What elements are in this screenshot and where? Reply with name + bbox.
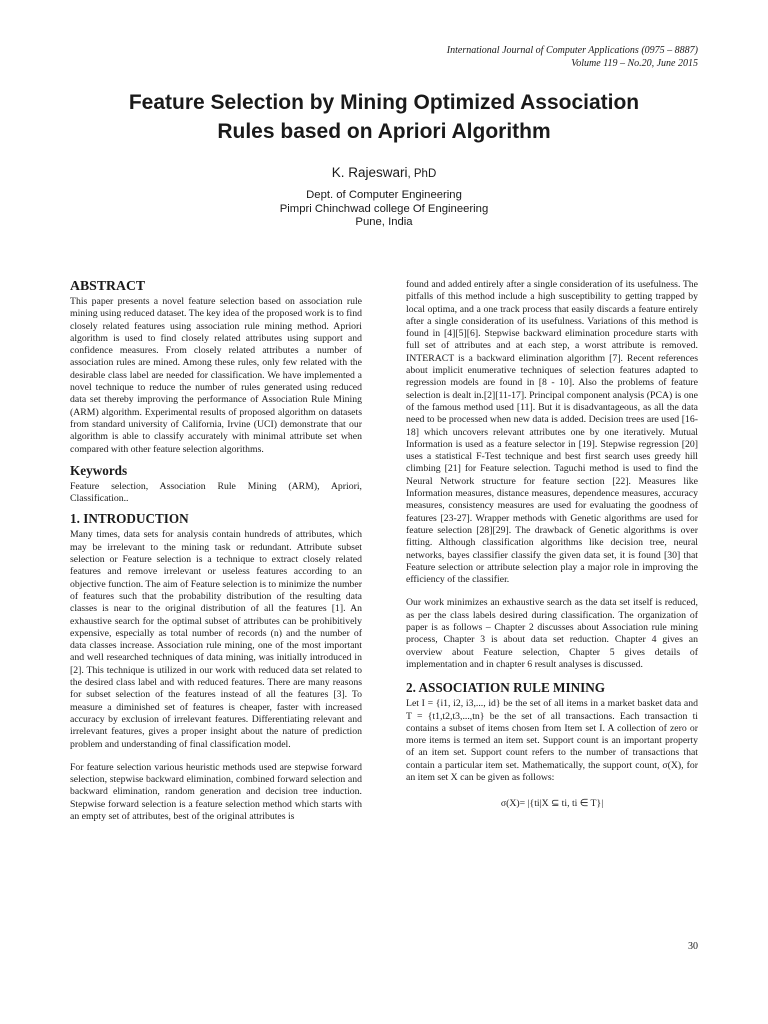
affiliation-location: Pune, India [355,216,413,228]
keywords-text: Feature selection, Association Rule Mining (ARM), Apriori, Classification.. [70,480,362,505]
author-name: K. Rajeswari [331,165,408,180]
keywords-heading: Keywords [70,462,128,478]
affiliation [0,189,768,230]
arm-heading: 2. ASSOCIATION RULE MINING [406,680,606,696]
support-count-formula: σ(X)= |{ti|X ⊆ ti, ti ∈ T}| [500,798,604,810]
introduction-paragraph-1: Many times, data sets for analysis contain hundreds of attributes, which may be irrelevant to the mining task or redundant. Attribute subset selection or Feature selection is a technique to extract closely related features and remove irrelevant or useless features according to an objective function. The aim of Feature selection is to minimize the number of features such that the probability distribution of the resulting data classes is near to the original distribution of all the features [1]. An exhaustive search for the optimal subset of attributes can be prohibitively expensive, especially as total number of records (n) and the number of data classes increase. Association rule mining, one of the most important and well researched techniques of data mining, was initially introduced in [2]. This technique is utilized in our work with reduced data set related to the desired class label and with reduced features. There are many reasons for subset selection of the features instead of all the features [3]. To measure a diminished set of features is cheaper, faster with increased accuracy by exclusion of irrelevant features. Differentiating relevant and irrelevant features, gives a proper insight about the nature of prediction problem and understanding of final classification model. [70,529,362,750]
affiliation-college: Pimpri Chinchwad college Of Engineering [279,202,489,215]
title-line-1: Feature Selection by Mining Optimized Association [128,91,640,114]
title-line-2: Rules based on Apriori Algorithm [217,120,551,143]
introduction-paragraph-4: Our work minimizes an exhaustive search as the data set itself is reduced, as per the class labels desired during classification. The organization of paper is as follows – Chapter 2 discusses about Association rule mining process, Chapter 3 is about data set reduction. Chapter 4 gives an overview about Feature selection, Chapter 5 gives details of implementation and in chapter 6 result analyses is discussed. [406,597,698,670]
arm-text: Let I = {i1, i2, i3,..., id} be the set of all items in a market basket data and T = {t1,t2,t3,...,tn} be the set of all transactions. Each transaction ti contains a subset of items chosen from Item set I. A collection of zero or more items is termed an item set. Support count is an important property of an item set. Support count refers to the number of transactions that contain a particular item set. Mathematically, the support count, σ(X), for an item set X can be given as follows: [406,698,698,783]
author [0,165,768,180]
paper-title [40,88,728,146]
left-column [70,278,362,823]
page-number: 30 [688,941,698,952]
affiliation-dept: Dept. of Computer Engineering [306,189,462,201]
author-degree: , PhD [407,168,437,180]
journal-header [278,44,698,70]
introduction-paragraph-3: found and added entirely after a single consideration of its usefulness. The pitfalls of this method include a high susceptibility to getting trapped by local optima, and a one track process that easily discards a feature entirely after a single consideration of its usefulness. Variations of this method is found in [4][5][6]. Stepwise backward elimination procedure starts with full set of attributes and at each step, a worst attribute is removed. INTERACT is a backward elimination algorithm [7]. Recent references about implicit enumerative techniques of selection features adapted to regression models are found in [8 - 10]. Also the problems of feature selection is dealt in.[2][11-17]. Principal component analysis (PCA) is one of the famous method used [11]. But it is disadvantageous, as all the data need to be processed when new data is added. Decision trees are used [16-18] which uncovers relevant attributes one by one iteratively. Mutual Information is used as a feature selector in [19]. Stepwise regression [20] uses a statistical F-Test technique and best first search uses greedy hill climbing [21] for Feature selection. Taguchi method is used to find the Neural Network structure for feature section [22]. Measures like Information measures, distance measures, dependence measures, accuracy measures, consistency measures are used for evaluating the goodness of features [23-27]. Wrapper methods with Genetic algorithms are used for feature selection [28][29]. The drawback of Genetic algorithms is over fitting. Although classification algorithms like decision tree, neural networks, bayes classifier classify the given data set, it is found [30] that Feature selection or attribute selection play a major role in improving the efficiency of the classifier. [406,279,698,586]
introduction-paragraph-2: For feature selection various heuristic methods used are stepwise forward selection, stepwise backward elimination, combined forward selection and backward elimination, random generation and decision tree induction. Stepwise forward selection is a feature selection method which starts with an empty set of attributes, best of the original attributes is [70,761,362,822]
journal-name: International Journal of Computer Applications (0975 – 8887) [446,45,698,56]
right-column [406,279,698,811]
journal-volume: Volume 119 – No.20, June 2015 [571,58,698,69]
abstract-text: This paper presents a novel feature selection based on association rule mining using reduced dataset. The key idea of the proposed work is to find closely related features using association rule mining method. Apriori algorithm is used to find closely related attributes using support and confidence measures. From closely related attributes a number of association rules are mined. Among these rules, only few related with the desirable class label are needed for classification. We have implemented a novel technique to reduce the number of rules generated using reduced data set thereby improving the performance of Association Rule Mining (ARM) algorithm. Experimental results of proposed algorithm on datasets from standard university of California, Irvine (UCI) demonstrate that our algorithm is able to classify accurately with minimal attribute set when compared with other feature selection algorithms. [70,296,362,455]
abstract-heading: ABSTRACT [70,278,146,293]
introduction-heading: 1. INTRODUCTION [70,511,189,527]
